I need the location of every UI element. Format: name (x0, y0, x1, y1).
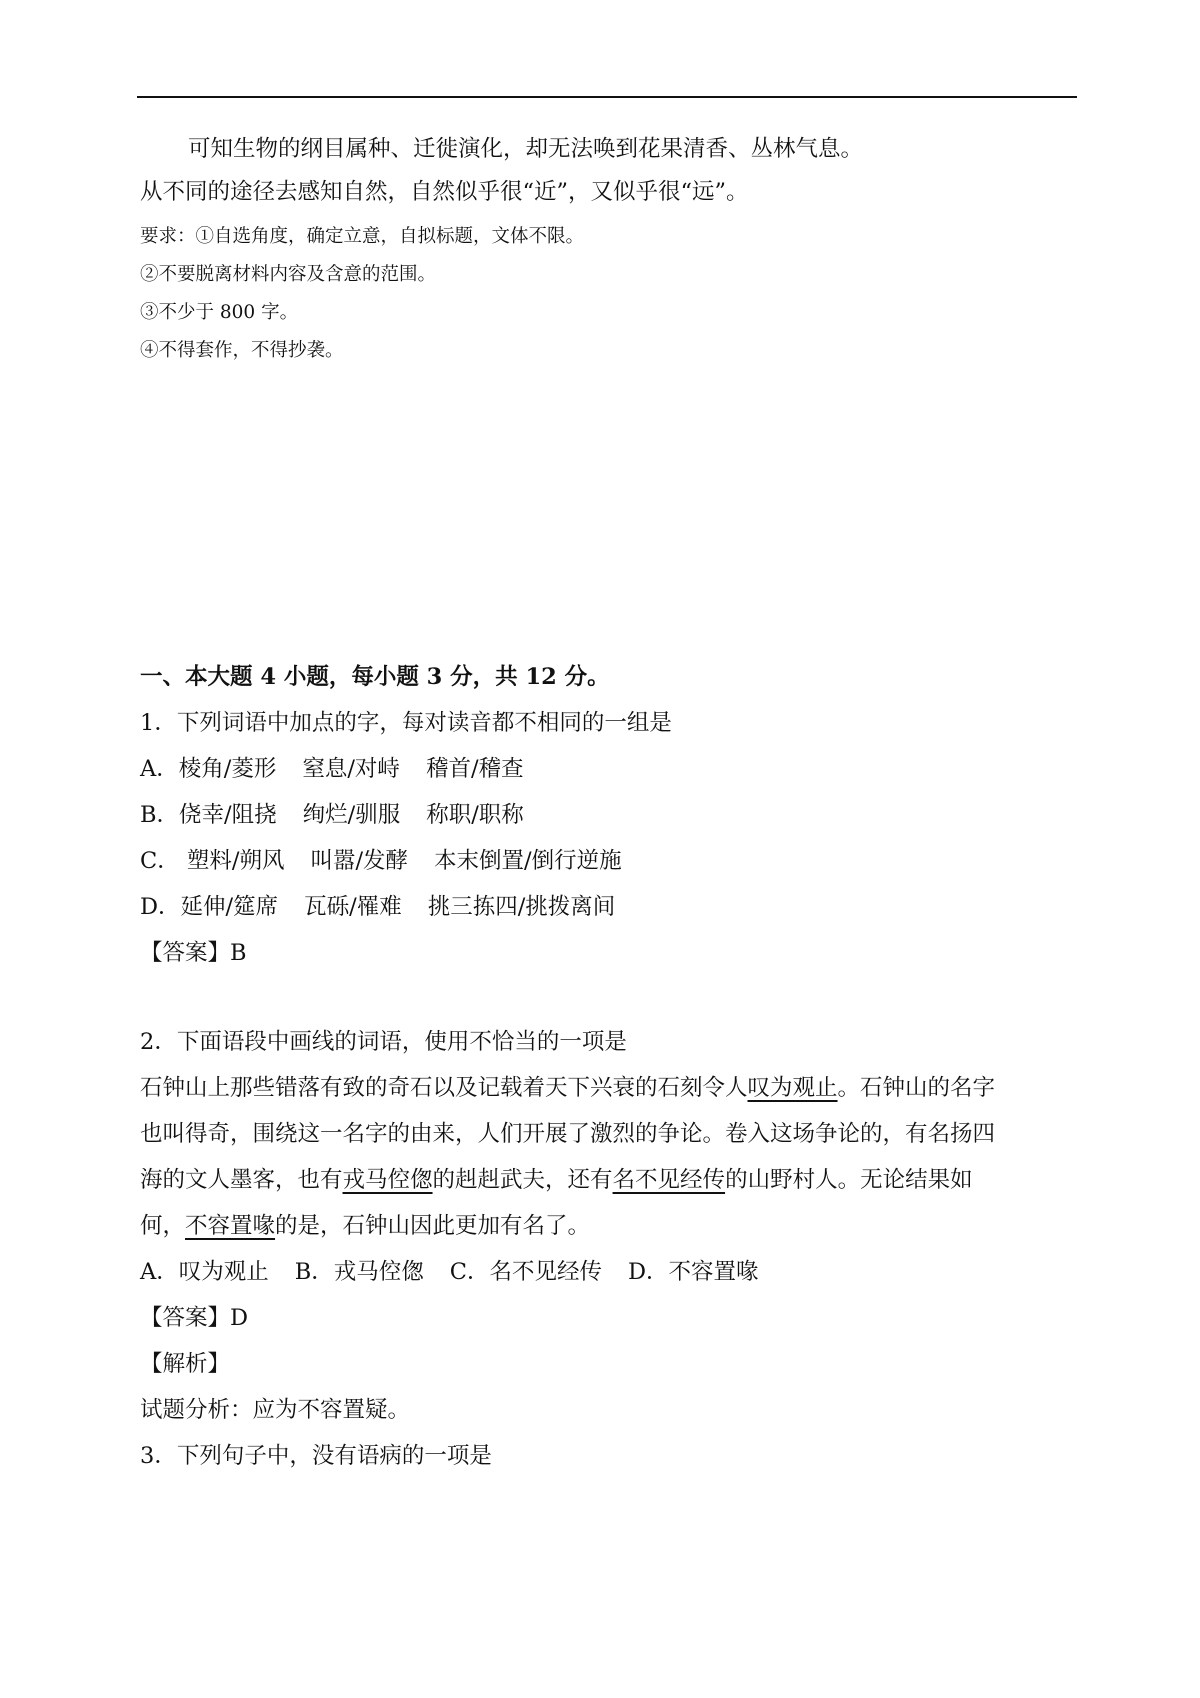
requirement-1: 要求：①自选角度，确定立意，自拟标题，文体不限。 (140, 226, 585, 247)
q1-option-d-pair-2: 瓦砾/罹难 (304, 894, 402, 920)
requirement-4: ④不得套作，不得抄袭。 (140, 340, 344, 361)
q2-passage-line-1 (140, 1073, 995, 1103)
q2-analysis: 试题分析：应为不容置疑。 (140, 1397, 411, 1423)
section-heading: 一、本大题 4 小题，每小题 3 分，共 12 分。 (140, 664, 610, 690)
underlined-term-4: 不容置喙 (185, 1213, 276, 1239)
q2-passage-text: 石钟山上那些错落有致的奇石以及记载着天下兴衰的石刻令人 (140, 1075, 748, 1101)
q2-passage-text: 。石钟山的名字 (837, 1075, 996, 1101)
q2-option-d: D．不容置喙 (628, 1259, 759, 1285)
q1-option-a-pair-2: 窒息/对峙 (302, 756, 400, 782)
q2-option-a: A．叹为观止 (140, 1259, 269, 1285)
q1-option-b-pair-3: 称职/职称 (426, 802, 524, 828)
q1-option-c-pair-1: C． 塑料/朔风 (140, 848, 285, 874)
q2-passage-line-4 (140, 1211, 590, 1241)
q1-option-a-pair-3: 稽首/稽查 (425, 756, 524, 782)
intro-line-2: 从不同的途径去感知自然，自然似乎很“近”，又似乎很“远”。 (140, 179, 749, 205)
q1-option-a-pair-1: A．棱角/菱形 (140, 756, 277, 782)
q2-stem: 2．下面语段中画线的词语，使用不恰当的一项是 (140, 1029, 627, 1055)
q2-passage-text: 的是，石钟山因此更加有名了。 (275, 1213, 591, 1239)
q1-option-a (140, 754, 524, 784)
requirement-2: ②不要脱离材料内容及含意的范围。 (140, 264, 437, 285)
q2-passage-line-3 (140, 1165, 973, 1195)
q2-passage-text: 的山野村人。无论结果如 (725, 1167, 973, 1193)
q2-passage-text: 何， (140, 1213, 186, 1239)
q1-option-c-pair-3: 本末倒置/倒行逆施 (434, 848, 622, 874)
q1-option-d-pair-3: 挑三拣四/挑拨离间 (427, 894, 616, 920)
q1-stem: 1．下列词语中加点的字，每对读音都不相同的一组是 (140, 710, 672, 736)
q3-stem: 3．下列句子中，没有语病的一项是 (140, 1443, 492, 1469)
q1-option-d-pair-1: D．延伸/筵席 (140, 894, 279, 920)
q2-analysis-label: 【解析】 (140, 1351, 231, 1377)
q2-passage-text: 海的文人墨客，也有 (140, 1167, 343, 1193)
q1-option-b (140, 800, 524, 830)
q2-option-b: B．戎马倥偬 (294, 1259, 424, 1285)
requirement-3: ③不少于 800 字。 (140, 302, 299, 323)
q2-option-c: C．名不见经传 (449, 1259, 603, 1285)
q2-passage-line-2: 也叫得奇，围绕这一名字的由来，人们开展了激烈的争论。卷入这场争论的，有名扬四 (140, 1121, 996, 1147)
q1-option-c (140, 846, 622, 876)
intro-line-1: 可知生物的纲目属种、迁徙演化，却无法唤到花果清香、丛林气息。 (188, 136, 864, 162)
q1-answer: 【答案】B (140, 940, 247, 966)
q1-option-d (140, 892, 615, 922)
q1-option-c-pair-2: 叫嚣/发酵 (310, 848, 409, 874)
q2-answer: 【答案】D (140, 1305, 249, 1331)
q1-option-b-pair-1: B．侥幸/阻挠 (140, 802, 277, 828)
q2-options (140, 1257, 759, 1287)
underlined-term-2: 戎马倥偬 (342, 1167, 433, 1193)
q1-option-b-pair-2: 绚烂/驯服 (302, 802, 401, 828)
underlined-term-1: 叹为观止 (747, 1075, 838, 1101)
header-rule (137, 96, 1077, 98)
q2-passage-text: 的赳赳武夫，还有 (432, 1167, 613, 1193)
underlined-term-3: 名不见经传 (612, 1167, 726, 1193)
